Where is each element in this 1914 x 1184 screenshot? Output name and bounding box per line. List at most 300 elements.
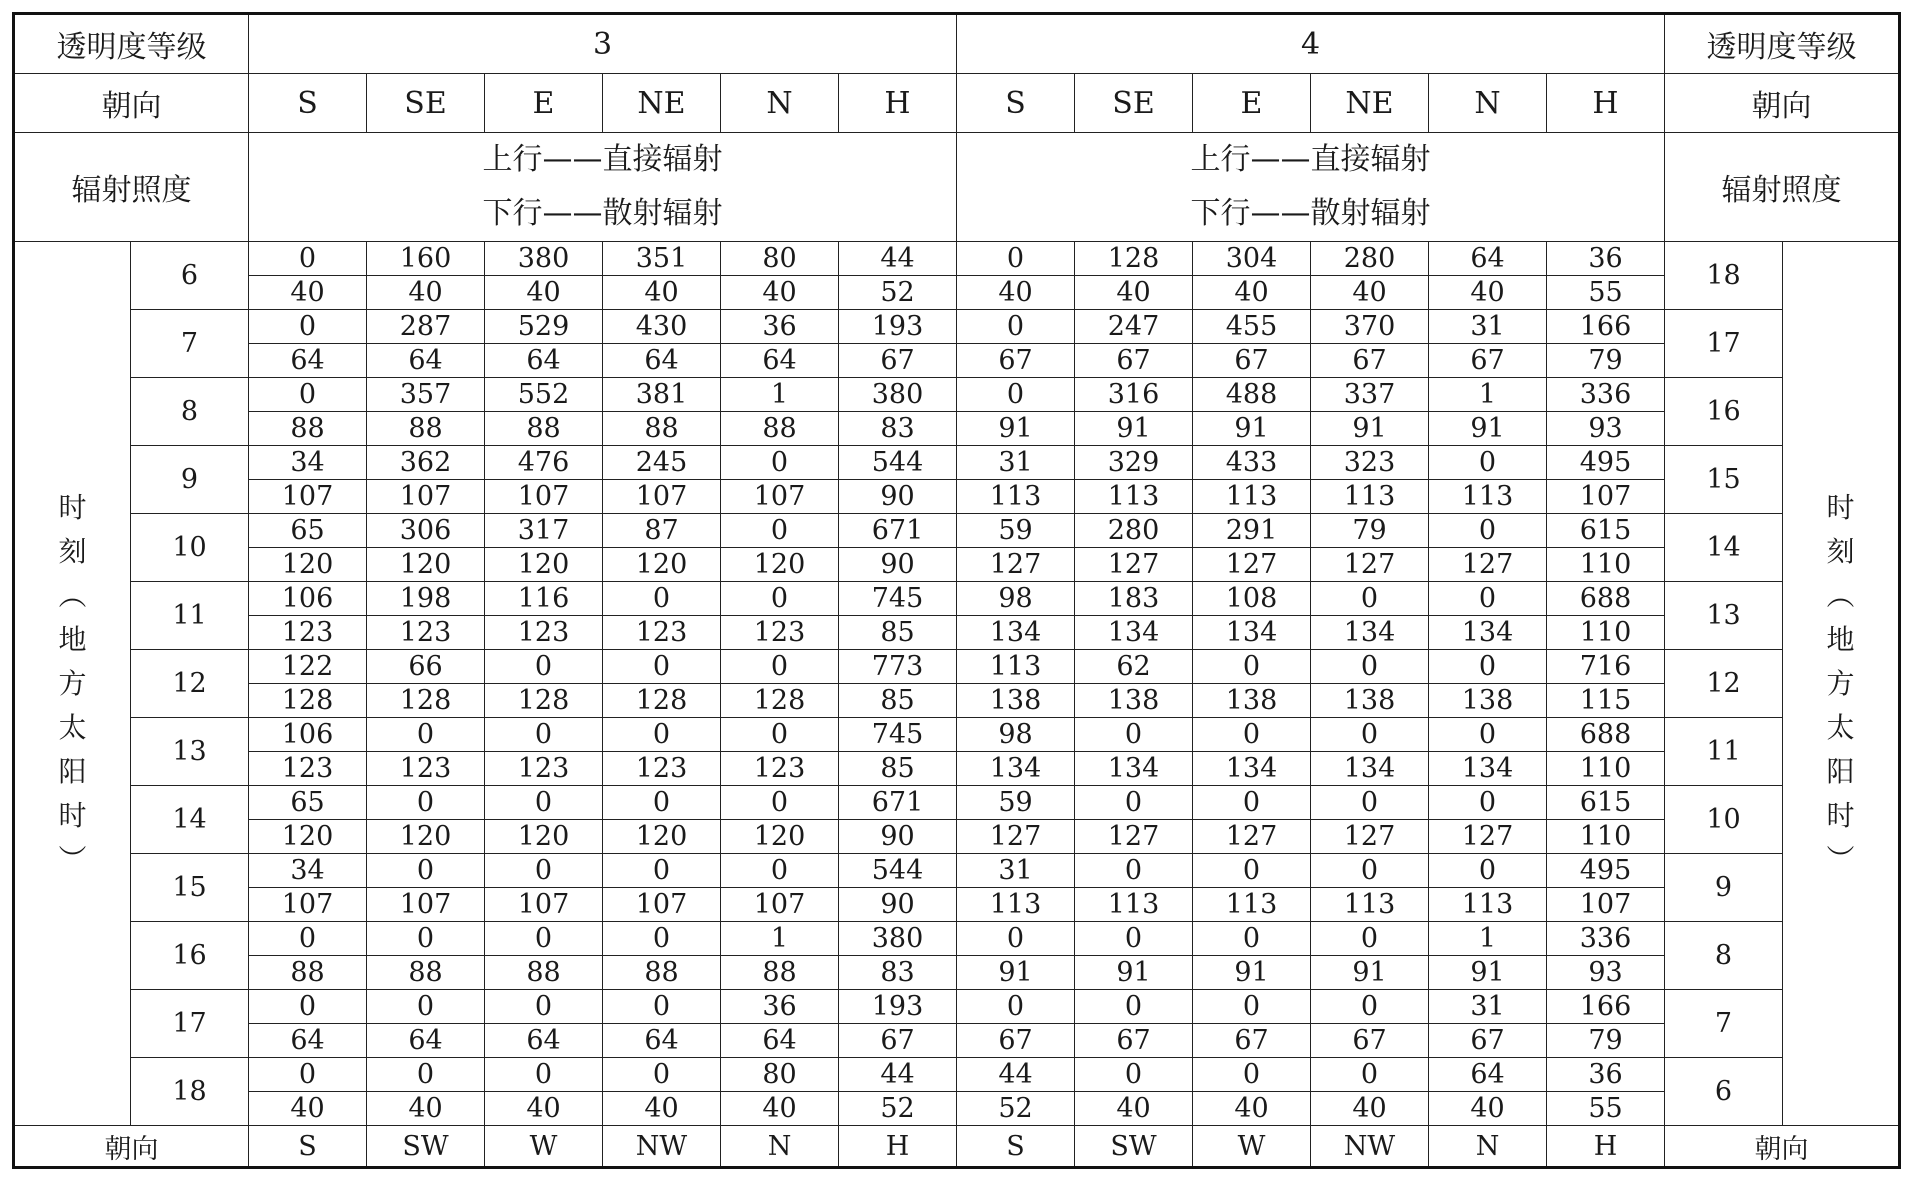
- direct-radiation-value: 351: [603, 242, 721, 276]
- diffuse-radiation-value: 83: [839, 412, 957, 446]
- direct-radiation-value: 106: [249, 718, 367, 752]
- diffuse-radiation-value: 127: [1311, 548, 1429, 582]
- diffuse-radiation-value: 128: [485, 684, 603, 718]
- diffuse-radiation-value: 123: [603, 752, 721, 786]
- diffuse-radiation-value: 55: [1547, 1092, 1665, 1126]
- direct-radiation-value: 488: [1193, 378, 1311, 412]
- direct-radiation-value: 671: [839, 786, 957, 820]
- level-4-header: 4: [957, 14, 1665, 74]
- diffuse-radiation-value: 120: [721, 548, 839, 582]
- diffuse-radiation-value: 120: [249, 820, 367, 854]
- direct-radiation-value: 0: [1311, 718, 1429, 752]
- direct-radiation-value: 116: [485, 582, 603, 616]
- upper-line-direct: 上行——直接辐射: [482, 142, 723, 177]
- direct-radiation-value: 0: [1311, 1058, 1429, 1092]
- direct-radiation-value: 0: [1429, 650, 1547, 684]
- direct-radiation-value: 36: [1547, 242, 1665, 276]
- diffuse-radiation-value: 127: [1429, 548, 1547, 582]
- diffuse-radiation-value: 67: [957, 1024, 1075, 1058]
- direct-radiation-value: 0: [1075, 922, 1193, 956]
- direct-radiation-value: 380: [839, 378, 957, 412]
- direct-radiation-value: 0: [603, 854, 721, 888]
- diffuse-radiation-value: 40: [367, 1092, 485, 1126]
- table-row: [14, 276, 1900, 310]
- transparency-label-left: 透明度等级: [14, 14, 249, 74]
- diffuse-radiation-value: 88: [249, 412, 367, 446]
- time-cell-right: 17: [1665, 310, 1783, 378]
- time-cell-right: 8: [1665, 922, 1783, 990]
- diffuse-radiation-value: 128: [367, 684, 485, 718]
- direct-radiation-value: 0: [957, 242, 1075, 276]
- direct-radiation-value: 0: [485, 1058, 603, 1092]
- side-label-char: 地: [1826, 622, 1855, 656]
- direct-radiation-value: 0: [721, 854, 839, 888]
- diffuse-radiation-value: 127: [957, 548, 1075, 582]
- direct-radiation-value: 0: [603, 718, 721, 752]
- diffuse-radiation-value: 123: [721, 752, 839, 786]
- direct-radiation-value: 370: [1311, 310, 1429, 344]
- direct-radiation-value: 36: [721, 990, 839, 1024]
- diffuse-radiation-value: 88: [603, 956, 721, 990]
- time-cell-right: 9: [1665, 854, 1783, 922]
- footer-direction: W: [1193, 1126, 1311, 1168]
- diffuse-radiation-value: 107: [367, 888, 485, 922]
- diffuse-radiation-value: 52: [839, 1092, 957, 1126]
- diffuse-radiation-value: 83: [839, 956, 957, 990]
- diffuse-radiation-value: 91: [1075, 956, 1193, 990]
- direct-radiation-value: 0: [721, 718, 839, 752]
- diffuse-radiation-value: 67: [839, 1024, 957, 1058]
- side-label-char: 阳: [1826, 754, 1855, 788]
- diffuse-radiation-value: 134: [1429, 752, 1547, 786]
- table-row: [14, 990, 1900, 1024]
- diffuse-radiation-value: 88: [367, 956, 485, 990]
- direct-radiation-value: 304: [1193, 242, 1311, 276]
- direct-radiation-value: 773: [839, 650, 957, 684]
- side-label-char: 地: [58, 622, 87, 656]
- direct-radiation-value: 44: [839, 242, 957, 276]
- diffuse-radiation-value: 107: [485, 480, 603, 514]
- direct-radiation-value: 380: [485, 242, 603, 276]
- diffuse-radiation-value: 88: [485, 412, 603, 446]
- diffuse-radiation-value: 40: [485, 276, 603, 310]
- diffuse-radiation-value: 138: [1429, 684, 1547, 718]
- time-cell: 11: [131, 582, 249, 650]
- direct-radiation-value: 280: [1075, 514, 1193, 548]
- direct-radiation-value: 615: [1547, 514, 1665, 548]
- direct-radiation-value: 64: [1429, 1058, 1547, 1092]
- direct-radiation-value: 0: [603, 786, 721, 820]
- direct-radiation-value: 316: [1075, 378, 1193, 412]
- time-cell: 8: [131, 378, 249, 446]
- direct-radiation-value: 0: [485, 990, 603, 1024]
- diffuse-radiation-value: 113: [1075, 480, 1193, 514]
- direct-radiation-value: 544: [839, 854, 957, 888]
- diffuse-radiation-value: 127: [1311, 820, 1429, 854]
- diffuse-radiation-value: 91: [1193, 956, 1311, 990]
- direct-radiation-value: 0: [1193, 922, 1311, 956]
- diffuse-radiation-value: 107: [721, 480, 839, 514]
- diffuse-radiation-value: 127: [1193, 548, 1311, 582]
- diffuse-radiation-value: 67: [1429, 344, 1547, 378]
- table-row: [14, 1024, 1900, 1058]
- direct-radiation-value: 122: [249, 650, 367, 684]
- side-label-char: 太: [1826, 710, 1855, 744]
- direct-radiation-value: 323: [1311, 446, 1429, 480]
- diffuse-radiation-value: 40: [1075, 276, 1193, 310]
- diffuse-radiation-value: 113: [1193, 888, 1311, 922]
- page: [12, 12, 1901, 1169]
- diffuse-radiation-value: 91: [1429, 956, 1547, 990]
- direct-radiation-value: 98: [957, 582, 1075, 616]
- diffuse-radiation-value: 120: [603, 548, 721, 582]
- diffuse-radiation-value: 64: [721, 344, 839, 378]
- diffuse-radiation-value: 115: [1547, 684, 1665, 718]
- direct-radiation-value: 430: [603, 310, 721, 344]
- direct-radiation-value: 183: [1075, 582, 1193, 616]
- diffuse-radiation-value: 138: [957, 684, 1075, 718]
- table-row: [14, 616, 1900, 650]
- direct-radiation-value: 193: [839, 990, 957, 1024]
- transparency-label-right: 透明度等级: [1665, 14, 1900, 74]
- diffuse-radiation-value: 91: [1075, 412, 1193, 446]
- footer-direction: W: [485, 1126, 603, 1168]
- direct-radiation-value: 79: [1311, 514, 1429, 548]
- direct-radiation-value: 0: [485, 922, 603, 956]
- direct-radiation-value: 36: [721, 310, 839, 344]
- direct-radiation-value: 80: [721, 1058, 839, 1092]
- direct-radiation-value: 433: [1193, 446, 1311, 480]
- diffuse-radiation-value: 64: [485, 344, 603, 378]
- irradiance-legend-level-3: [249, 133, 957, 242]
- diffuse-radiation-value: 52: [839, 276, 957, 310]
- direct-radiation-value: 64: [1429, 242, 1547, 276]
- diffuse-radiation-value: 67: [1193, 344, 1311, 378]
- direct-radiation-value: 544: [839, 446, 957, 480]
- direct-radiation-value: 198: [367, 582, 485, 616]
- diffuse-radiation-value: 40: [957, 276, 1075, 310]
- time-cell-right: 13: [1665, 582, 1783, 650]
- side-label-char: 方: [1826, 666, 1855, 700]
- table-row: [14, 956, 1900, 990]
- diffuse-radiation-value: 134: [1075, 752, 1193, 786]
- footer-direction: SW: [367, 1126, 485, 1168]
- direct-radiation-value: 0: [1311, 582, 1429, 616]
- diffuse-radiation-value: 128: [603, 684, 721, 718]
- direct-radiation-value: 0: [603, 582, 721, 616]
- table-row: [14, 684, 1900, 718]
- direct-radiation-value: 0: [249, 242, 367, 276]
- side-label-char: 时: [58, 798, 87, 832]
- table-row: [14, 310, 1900, 344]
- diffuse-radiation-value: 128: [249, 684, 367, 718]
- diffuse-radiation-value: 67: [839, 344, 957, 378]
- direct-radiation-value: 495: [1547, 446, 1665, 480]
- diffuse-radiation-value: 107: [485, 888, 603, 922]
- time-cell: 14: [131, 786, 249, 854]
- time-cell-right: 12: [1665, 650, 1783, 718]
- diffuse-radiation-value: 88: [249, 956, 367, 990]
- direct-radiation-value: 1: [1429, 378, 1547, 412]
- diffuse-radiation-value: 40: [1311, 1092, 1429, 1126]
- direction-header: H: [839, 74, 957, 133]
- direction-header: SE: [1075, 74, 1193, 133]
- direction-header: E: [485, 74, 603, 133]
- direct-radiation-value: 59: [957, 514, 1075, 548]
- direct-radiation-value: 615: [1547, 786, 1665, 820]
- footer-direction: S: [957, 1126, 1075, 1168]
- direct-radiation-value: 0: [249, 922, 367, 956]
- direct-radiation-value: 247: [1075, 310, 1193, 344]
- direct-radiation-value: 59: [957, 786, 1075, 820]
- direct-radiation-value: 80: [721, 242, 839, 276]
- table-row: [14, 922, 1900, 956]
- direct-radiation-value: 65: [249, 514, 367, 548]
- footer-direction: H: [1547, 1126, 1665, 1168]
- direction-header: N: [721, 74, 839, 133]
- direct-radiation-value: 0: [1193, 650, 1311, 684]
- diffuse-radiation-value: 40: [367, 276, 485, 310]
- diffuse-radiation-value: 113: [1311, 480, 1429, 514]
- diffuse-radiation-value: 67: [1075, 1024, 1193, 1058]
- diffuse-radiation-value: 91: [1429, 412, 1547, 446]
- side-label-char: ︶: [1826, 842, 1855, 876]
- table-row: [14, 1092, 1900, 1126]
- table-row: [14, 344, 1900, 378]
- direct-radiation-value: 0: [1429, 446, 1547, 480]
- direction-header: H: [1547, 74, 1665, 133]
- solar-radiation-table: [12, 12, 1901, 1169]
- direct-radiation-value: 0: [485, 650, 603, 684]
- diffuse-radiation-value: 120: [367, 820, 485, 854]
- diffuse-radiation-value: 134: [1193, 616, 1311, 650]
- direct-radiation-value: 0: [249, 378, 367, 412]
- direct-radiation-value: 0: [1193, 1058, 1311, 1092]
- diffuse-radiation-value: 91: [1311, 412, 1429, 446]
- footer-direction: N: [721, 1126, 839, 1168]
- diffuse-radiation-value: 79: [1547, 1024, 1665, 1058]
- direct-radiation-value: 160: [367, 242, 485, 276]
- time-cell-right: 6: [1665, 1058, 1783, 1126]
- direct-radiation-value: 381: [603, 378, 721, 412]
- diffuse-radiation-value: 134: [1193, 752, 1311, 786]
- diffuse-radiation-value: 107: [249, 888, 367, 922]
- time-cell: 9: [131, 446, 249, 514]
- diffuse-radiation-value: 79: [1547, 344, 1665, 378]
- direct-radiation-value: 0: [367, 718, 485, 752]
- diffuse-radiation-value: 123: [249, 752, 367, 786]
- direct-radiation-value: 0: [721, 514, 839, 548]
- diffuse-radiation-value: 113: [1429, 480, 1547, 514]
- table-row: [14, 582, 1900, 616]
- diffuse-radiation-value: 40: [1075, 1092, 1193, 1126]
- diffuse-radiation-value: 67: [1311, 1024, 1429, 1058]
- diffuse-radiation-value: 40: [485, 1092, 603, 1126]
- time-cell: 15: [131, 854, 249, 922]
- diffuse-radiation-value: 123: [367, 752, 485, 786]
- time-cell-right: 11: [1665, 718, 1783, 786]
- diffuse-radiation-value: 134: [957, 616, 1075, 650]
- direct-radiation-value: 0: [1311, 922, 1429, 956]
- time-cell: 16: [131, 922, 249, 990]
- side-label-char: 时: [1826, 798, 1855, 832]
- direct-radiation-value: 31: [1429, 990, 1547, 1024]
- diffuse-radiation-value: 52: [957, 1092, 1075, 1126]
- diffuse-radiation-value: 110: [1547, 548, 1665, 582]
- diffuse-radiation-value: 123: [485, 616, 603, 650]
- diffuse-radiation-value: 67: [1075, 344, 1193, 378]
- direct-radiation-value: 337: [1311, 378, 1429, 412]
- diffuse-radiation-value: 40: [1429, 276, 1547, 310]
- time-cell-right: 18: [1665, 242, 1783, 310]
- diffuse-radiation-value: 93: [1547, 956, 1665, 990]
- table-row: [14, 786, 1900, 820]
- time-cell: 7: [131, 310, 249, 378]
- direct-radiation-value: 0: [1429, 718, 1547, 752]
- diffuse-radiation-value: 107: [603, 480, 721, 514]
- direct-radiation-value: 0: [485, 786, 603, 820]
- diffuse-radiation-value: 67: [957, 344, 1075, 378]
- table-row: [14, 378, 1900, 412]
- table-row: [14, 752, 1900, 786]
- diffuse-radiation-value: 107: [367, 480, 485, 514]
- diffuse-radiation-value: 120: [249, 548, 367, 582]
- direct-radiation-value: 495: [1547, 854, 1665, 888]
- direction-header: N: [1429, 74, 1547, 133]
- direct-radiation-value: 362: [367, 446, 485, 480]
- direct-radiation-value: 44: [957, 1058, 1075, 1092]
- diffuse-radiation-value: 107: [1547, 480, 1665, 514]
- direct-radiation-value: 0: [249, 310, 367, 344]
- side-label-char: ︶: [58, 842, 87, 876]
- direct-radiation-value: 128: [1075, 242, 1193, 276]
- time-cell: 6: [131, 242, 249, 310]
- direct-radiation-value: 0: [957, 990, 1075, 1024]
- direct-radiation-value: 317: [485, 514, 603, 548]
- time-cell-right: 15: [1665, 446, 1783, 514]
- direct-radiation-value: 529: [485, 310, 603, 344]
- direct-radiation-value: 329: [1075, 446, 1193, 480]
- time-cell: 17: [131, 990, 249, 1058]
- diffuse-radiation-value: 85: [839, 616, 957, 650]
- lower-line-diffuse: 下行——散射辐射: [482, 196, 723, 231]
- direct-radiation-value: 0: [1193, 854, 1311, 888]
- diffuse-radiation-value: 127: [1075, 548, 1193, 582]
- direct-radiation-value: 87: [603, 514, 721, 548]
- footer-orientation-label-left: 朝向: [14, 1126, 249, 1168]
- diffuse-radiation-value: 138: [1075, 684, 1193, 718]
- direct-radiation-value: 0: [1075, 1058, 1193, 1092]
- upper-line-direct: 上行——直接辐射: [1190, 142, 1431, 177]
- diffuse-radiation-value: 123: [721, 616, 839, 650]
- direct-radiation-value: 245: [603, 446, 721, 480]
- direct-radiation-value: 0: [1075, 990, 1193, 1024]
- diffuse-radiation-value: 134: [1075, 616, 1193, 650]
- direct-radiation-value: 0: [603, 922, 721, 956]
- diffuse-radiation-value: 107: [1547, 888, 1665, 922]
- time-cell-right: 10: [1665, 786, 1783, 854]
- diffuse-radiation-value: 123: [249, 616, 367, 650]
- diffuse-radiation-value: 88: [721, 412, 839, 446]
- diffuse-radiation-value: 88: [721, 956, 839, 990]
- irradiance-label-left: 辐射照度: [14, 133, 249, 242]
- diffuse-radiation-value: 113: [957, 480, 1075, 514]
- diffuse-radiation-value: 40: [603, 1092, 721, 1126]
- side-label-left: [14, 242, 131, 1126]
- diffuse-radiation-value: 113: [957, 888, 1075, 922]
- diffuse-radiation-value: 120: [367, 548, 485, 582]
- diffuse-radiation-value: 55: [1547, 276, 1665, 310]
- diffuse-radiation-value: 64: [485, 1024, 603, 1058]
- diffuse-radiation-value: 40: [1429, 1092, 1547, 1126]
- direct-radiation-value: 34: [249, 854, 367, 888]
- direct-radiation-value: 65: [249, 786, 367, 820]
- table-row: [14, 854, 1900, 888]
- direct-radiation-value: 44: [839, 1058, 957, 1092]
- table-row: [14, 446, 1900, 480]
- diffuse-radiation-value: 120: [721, 820, 839, 854]
- direct-radiation-value: 0: [721, 582, 839, 616]
- direct-radiation-value: 0: [1193, 786, 1311, 820]
- diffuse-radiation-value: 127: [1193, 820, 1311, 854]
- direction-header: NE: [1311, 74, 1429, 133]
- diffuse-radiation-value: 128: [721, 684, 839, 718]
- transparency-row: [14, 14, 1900, 74]
- diffuse-radiation-value: 107: [603, 888, 721, 922]
- side-label-right: [1783, 242, 1900, 1126]
- direct-radiation-value: 0: [367, 854, 485, 888]
- orientation-label-left: 朝向: [14, 74, 249, 133]
- direct-radiation-value: 280: [1311, 242, 1429, 276]
- direction-header: NE: [603, 74, 721, 133]
- side-label-char: 时: [1826, 490, 1855, 524]
- diffuse-radiation-value: 123: [485, 752, 603, 786]
- diffuse-radiation-value: 40: [249, 276, 367, 310]
- direct-radiation-value: 0: [1429, 514, 1547, 548]
- diffuse-radiation-value: 107: [721, 888, 839, 922]
- table-row: [14, 1058, 1900, 1092]
- irradiance-label-right: 辐射照度: [1665, 133, 1900, 242]
- footer-direction: NW: [603, 1126, 721, 1168]
- direct-radiation-value: 113: [957, 650, 1075, 684]
- diffuse-radiation-value: 88: [367, 412, 485, 446]
- diffuse-radiation-value: 40: [721, 276, 839, 310]
- diffuse-radiation-value: 113: [1311, 888, 1429, 922]
- diffuse-radiation-value: 64: [249, 344, 367, 378]
- direct-radiation-value: 0: [367, 990, 485, 1024]
- direct-radiation-value: 0: [957, 922, 1075, 956]
- direct-radiation-value: 106: [249, 582, 367, 616]
- diffuse-radiation-value: 88: [485, 956, 603, 990]
- direct-radiation-value: 0: [1429, 582, 1547, 616]
- table-row: [14, 480, 1900, 514]
- direct-radiation-value: 380: [839, 922, 957, 956]
- direct-radiation-value: 0: [1193, 718, 1311, 752]
- diffuse-radiation-value: 88: [603, 412, 721, 446]
- diffuse-radiation-value: 90: [839, 820, 957, 854]
- orientation-row: [14, 74, 1900, 133]
- diffuse-radiation-value: 113: [1193, 480, 1311, 514]
- diffuse-radiation-value: 120: [485, 820, 603, 854]
- diffuse-radiation-value: 67: [1193, 1024, 1311, 1058]
- diffuse-radiation-value: 64: [721, 1024, 839, 1058]
- diffuse-radiation-value: 127: [957, 820, 1075, 854]
- footer-orientation-label-right: 朝向: [1665, 1126, 1900, 1168]
- direct-radiation-value: 0: [1075, 718, 1193, 752]
- direct-radiation-value: 336: [1547, 922, 1665, 956]
- side-label-char: ︵: [1826, 578, 1855, 612]
- direct-radiation-value: 1: [721, 922, 839, 956]
